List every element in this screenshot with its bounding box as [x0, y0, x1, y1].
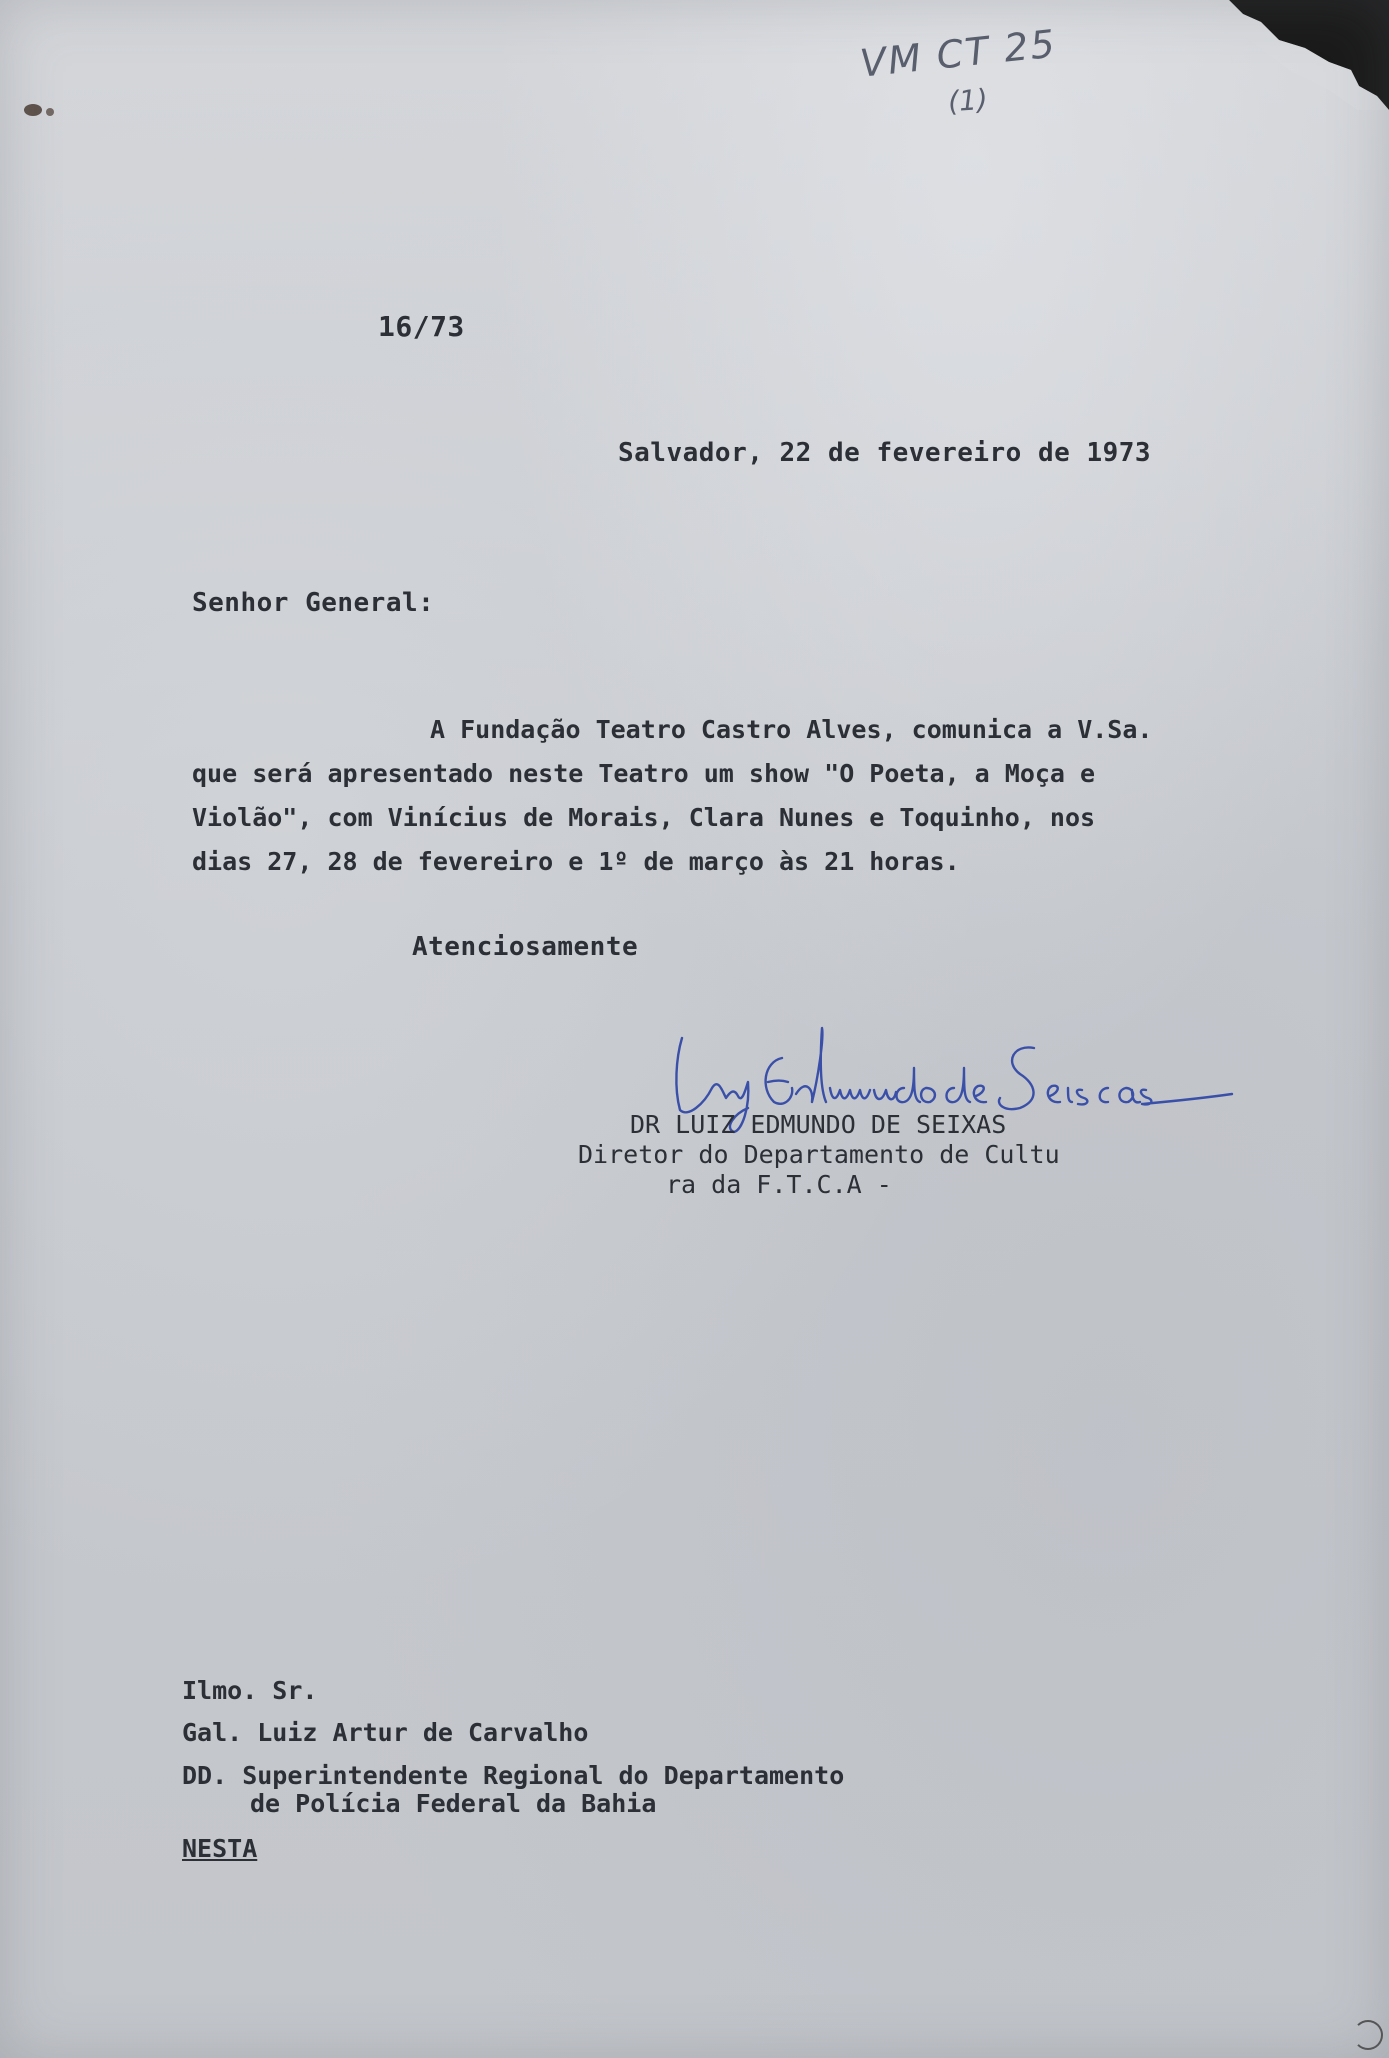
signatory-name: DR LUIZ EDMUNDO DE SEIXAS: [630, 1110, 1007, 1139]
torn-corner: [1209, 0, 1389, 110]
body-line: dias 27, 28 de fevereiro e 1º de março às 21 horas.: [192, 847, 960, 876]
body-line: que será apresentado neste Teatro um show "O Poeta, a Moça e: [192, 759, 1096, 788]
recipient-honorific: Ilmo. Sr.: [182, 1676, 318, 1705]
recipient-title: DD. Superintendente Regional do Departamento: [182, 1761, 845, 1790]
corner-mark: [1353, 2020, 1383, 2050]
recipient-title-cont: de Polícia Federal da Bahia: [250, 1789, 657, 1818]
body-line: Violão", com Vinícius de Morais, Clara Nunes e Toquinho, nos: [192, 803, 1096, 832]
place-date: Salvador, 22 de fevereiro de 1973: [618, 438, 1152, 468]
recipient-address: [182, 1670, 844, 1870]
letter-body: [192, 708, 1252, 884]
ink-stain-small: [46, 108, 54, 116]
signatory-title: Diretor do Departamento de Cultu: [578, 1140, 1060, 1169]
recipient-name: Gal. Luiz Artur de Carvalho: [182, 1718, 589, 1747]
archive-handwritten-sub: (1): [946, 82, 989, 119]
signatory-title-cont: ra da F.T.C.A -: [666, 1170, 892, 1199]
ink-stain: [24, 104, 42, 116]
salutation: Senhor General:: [192, 588, 435, 618]
recipient-locality: NESTA: [182, 1834, 258, 1863]
signature-block: [578, 1110, 1060, 1200]
reference-number: 16/73: [378, 310, 465, 343]
body-line: A Fundação Teatro Castro Alves, comunica a V.Sa.: [430, 715, 1153, 744]
closing: Atenciosamente: [412, 932, 639, 962]
archive-handwritten-code: VM CT 25: [858, 21, 1059, 86]
